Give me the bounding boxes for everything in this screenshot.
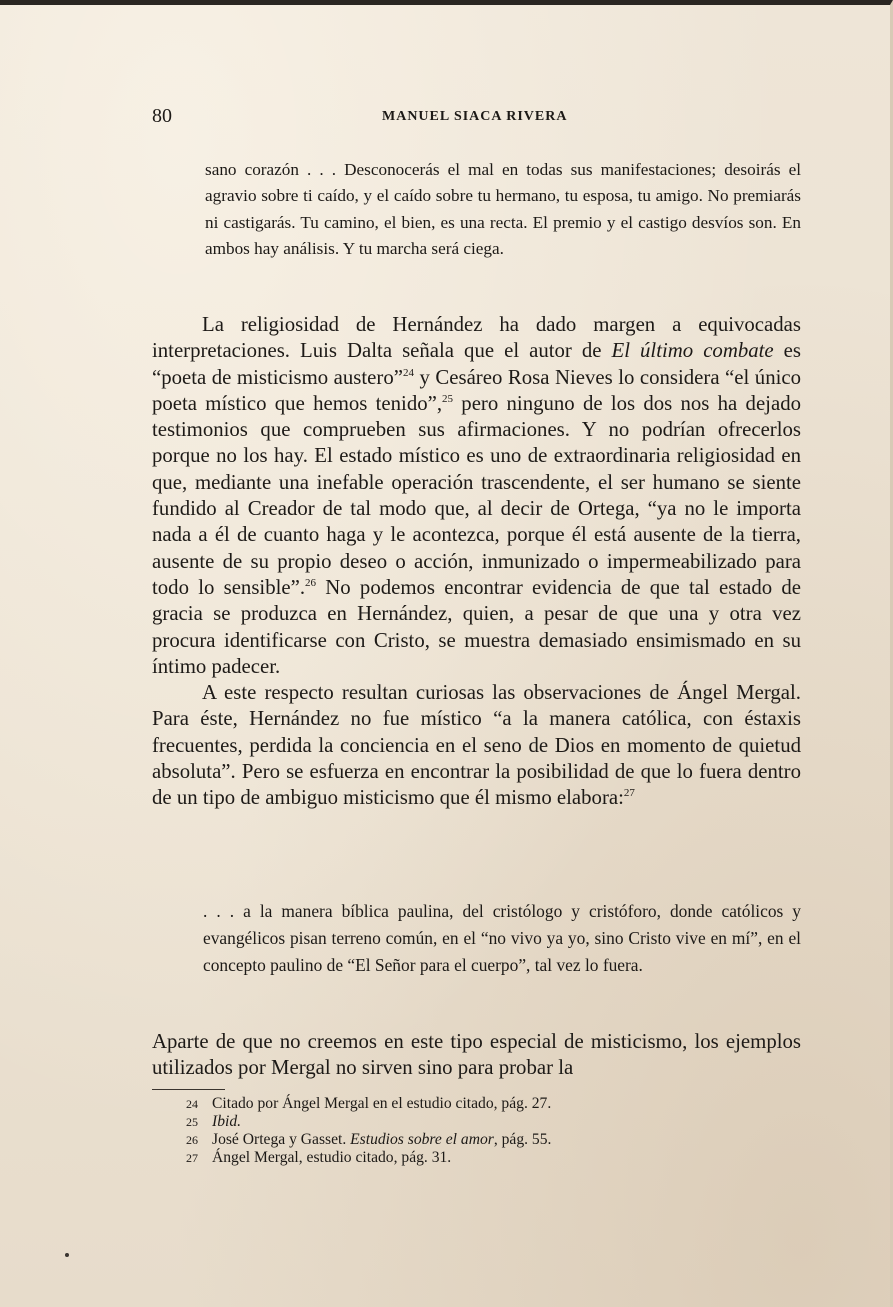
footnotes — [186, 1095, 746, 1167]
footnote-number: 25 — [186, 1115, 198, 1129]
footnote-number: 26 — [186, 1133, 198, 1147]
block-quote-1 — [205, 157, 801, 262]
paragraph-2 — [152, 680, 801, 811]
main-text — [152, 312, 801, 812]
main-text-continued — [152, 1029, 801, 1082]
footnote-text: Ángel Mergal, estudio citado, pág. 31. — [212, 1149, 452, 1166]
footnote-number: 24 — [186, 1097, 198, 1111]
running-head: MANUEL SIACA RIVERA — [382, 109, 568, 124]
page-header — [152, 105, 795, 135]
paragraph-1-part-3: y Cesáreo Rosa Nieves lo considera “el único poeta místico que hemos tenido”, — [152, 365, 801, 415]
footnote-divider — [152, 1089, 225, 1090]
footnote-27 — [186, 1149, 746, 1167]
footnote-text: Citado por Ángel Mergal en el estudio citado, pág. 27. — [212, 1095, 552, 1112]
footnote-book-title: Estudios sobre el amor — [350, 1131, 494, 1148]
block-quote-1-text: sano corazón . . . Desconocerás el mal en todas sus manifestaciones; desoirás el agravio sobre ti caído, y el caído sobre tu hermano, tu esposa, tu amigo. No premiarás ni castigarás. Tu camino, el bien, es una recta. El premio y el castigo desvíos son. En ambos hay análisis. Y tu marcha será ciega. — [205, 160, 801, 258]
footnote-25 — [186, 1113, 746, 1131]
block-quote-2 — [203, 898, 801, 979]
footnote-ref-27: 27 — [623, 787, 635, 800]
footnote-ref-26: 26 — [305, 576, 317, 589]
paragraph-1-part-2: es “poeta de misticismo austero” — [152, 339, 801, 389]
paragraph-1 — [152, 312, 801, 680]
book-title-el-ultimo-combate: El último combate — [611, 339, 774, 363]
paragraph-1-part-1: La religiosidad de Hernández ha dado margen a equivocadas interpretaciones. Luis Dalta señala que el autor de — [152, 313, 801, 363]
paper-speck — [65, 1253, 69, 1257]
footnote-text: Ibid. — [212, 1113, 242, 1130]
paragraph-1-part-4: pero ninguno de los dos nos ha dejado testimonios que comprueben sus afirmaciones. Y no podrían ofrecerlos porque no los hay. El estado místico es uno de extraordinaria religiosidad en que, mediante una inefable operación trascendente, el ser humano se siente fundido al Creador de tal modo que, al decir de Ortega, “ya no le importa nada a él de cuanto haga y le acontezca, porque él está ausente de la tierra, ausente de su propio deseo o acción, inmunizado o impermeabilizado para todo lo sensible”. — [152, 391, 801, 599]
paragraph-1-part-5: No podemos encontrar evidencia de que tal estado de gracia se produzca en Hernández, quien, a pesar de que una y otra vez procura identificarse con Cristo, se muestra demasiado ensimismado en su íntimo padecer. — [152, 575, 801, 678]
footnote-number: 27 — [186, 1151, 198, 1165]
footnote-ref-25: 25 — [442, 392, 454, 405]
footnote-author: José Ortega y Gasset. — [212, 1131, 351, 1148]
footnote-26 — [186, 1131, 746, 1149]
footnote-page: , pág. 55. — [493, 1131, 552, 1148]
paragraph-2-text: A este respecto resultan curiosas las observaciones de Ángel Mergal. Para éste, Hernández no fue místico “a la manera católica, con éstaxis frecuentes, perdida la conciencia en el seno de Dios en momento de quietud absoluta”. Pero se esfuerza en encontrar la posibilidad de que lo fuera dentro de un tipo de ambiguo misticismo que él mismo elabora: — [152, 681, 801, 810]
block-quote-2-text: . . . a la manera bíblica paulina, del cristólogo y cristóforo, donde católicos y evangélicos pisan terreno común, en el “no vivo ya yo, sino Cristo vive en mí”, en el concepto paulino de “El Señor para el cuerpo”, tal vez lo fuera. — [203, 901, 801, 975]
footnote-ref-24: 24 — [402, 366, 414, 379]
paragraph-3: Aparte de que no creemos en este tipo especial de misticismo, los ejemplos utilizados por Mergal no sirven sino para probar la — [152, 1030, 801, 1080]
footnote-24 — [186, 1095, 746, 1113]
page-number: 80 — [152, 105, 172, 127]
footnote-text — [212, 1131, 746, 1149]
